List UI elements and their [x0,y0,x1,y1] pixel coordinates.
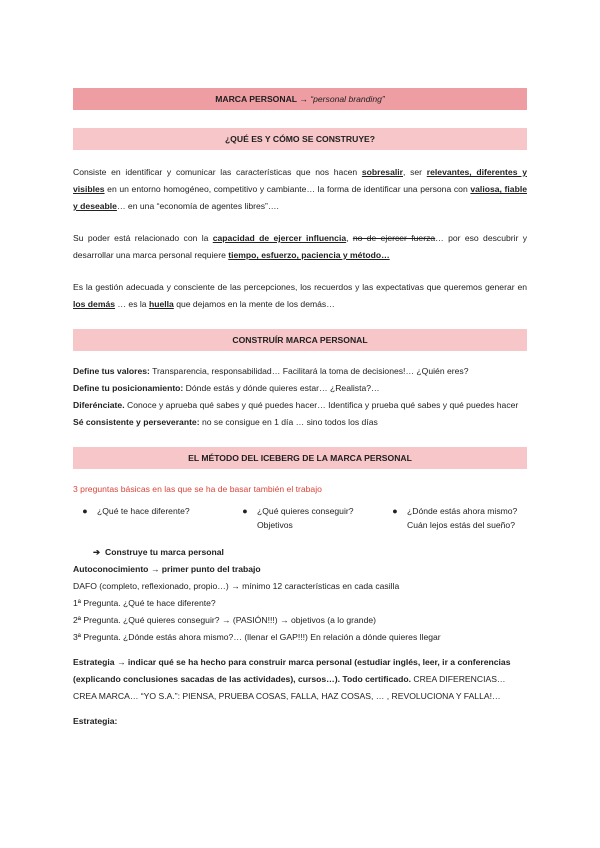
bullet-item: ● ¿Dónde estás ahora mismo? Cuán lejos estás del sueño? [383,504,527,532]
construye-heading: ➔ Construye tu marca personal [93,547,224,557]
bullet-dot-icon: ● [392,506,398,516]
document-title: MARCA PERSONAL → “personal branding” [73,88,527,110]
line-consistente: Sé consistente y perseverante: no se consigue en 1 día … sino todos los días [73,417,378,427]
line-diferenciate: Diferénciate. Conoce y aprueba qué sabes y qué puedes hacer… Identifica y prueba qué sabes y qué puedes hacer [73,400,519,410]
estrategia-label: Estrategia: [73,716,118,726]
estrategia-paragraph: Estrategia → indicar qué se ha hecho para construir marca personal (estudiar inglés, leer, ir a conferencias (explicando conclusiones sacadas de las actividades), cursos…). Todo certificado. CREA DIFERENCIAS… CREA MARCA… “YO S.A.”: PIENSA, PRUEBA COSAS, FALLA, HAZ COSAS, … , REVOLUCIONA Y FALLA!… [73,657,511,701]
question-line-2: 2ª Pregunta. ¿Qué quieres conseguir? → (PASIÓN!!!) → objetivos (a lo grande) [73,615,376,625]
paragraph-gestion: Es la gestión adecuada y consciente de las percepciones, los recuerdos y las expectativas que queremos generar en los demás … es la huella que dejamos en la mente de los demás… [73,282,527,309]
document-page [73,88,527,730]
bullet-item: ● ¿Qué quieres conseguir? Objetivos [233,504,383,532]
section-heading-construir: CONSTRUÍR MARCA PERSONAL [73,329,527,351]
section-heading-que-es: ¿QUÉ ES Y CÓMO SE CONSTRUYE? [73,128,527,150]
dafo-line: DAFO (completo, reflexionado, propio…) → mínimo 12 características en cada casilla [73,581,400,591]
paragraph-poder: Su poder está relacionado con la capacidad de ejercer influencia, no de ejercer fuerza… por eso descubrir y desarrollar una marca personal requiere tiempo, esfuerzo, paciencia y método… [73,233,528,260]
autoconocimiento-line: Autoconocimiento → primer punto del trabajo [73,564,261,574]
bullet-dot-icon: ● [82,506,88,516]
question-line-3: 3ª Pregunta. ¿Dónde estás ahora mismo?… (llenar el GAP!!!) En relación a dónde quieres llegar [73,632,441,642]
arrow-right-icon: ➔ [93,547,101,557]
iceberg-subtitle: 3 preguntas básicas en las que se ha de basar también el trabajo [73,484,322,494]
question-line-1: 1ª Pregunta. ¿Qué te hace diferente? [73,598,216,608]
bullet-dot-icon: ● [242,506,248,516]
question-bullets [73,504,527,532]
line-posicionamiento: Define tu posicionamiento: Dónde estás y dónde quieres estar… ¿Realista?… [73,383,380,393]
section-heading-iceberg: EL MÉTODO DEL ICEBERG DE LA MARCA PERSONAL [73,447,527,469]
line-valores: Define tus valores: Transparencia, responsabilidad… Facilitará la toma de decisiones!… ¿Quién eres? [73,366,469,376]
bullet-item: ● ¿Qué te hace diferente? [73,504,233,532]
paragraph-definition: Consiste en identificar y comunicar las características que nos hacen sobresalir, ser relevantes, diferentes y visibles en un entorno homogéneo, competitivo y cambiante… la forma de identificar una persona con valiosa, fiable y deseable… en una “economía de agentes libres”…. [73,167,527,211]
